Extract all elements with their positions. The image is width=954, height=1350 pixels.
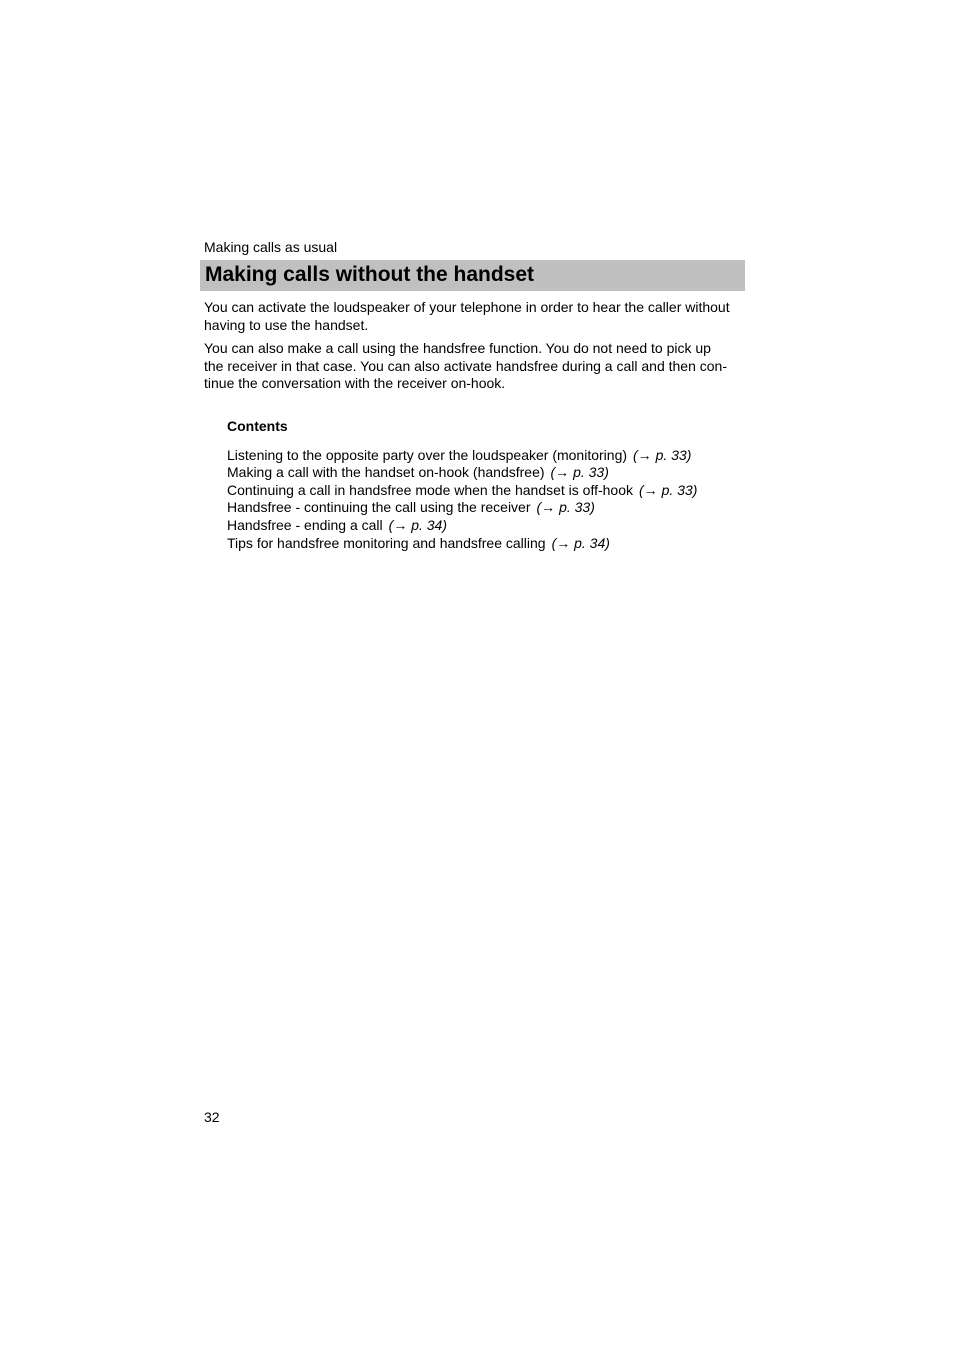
- toc-item-text: Listening to the opposite party over the loudspeaker (monitoring): [227, 446, 628, 463]
- toc-item-continue-handsfree[interactable]: [227, 482, 747, 500]
- intro-paragraph-1: [204, 299, 749, 334]
- toc-item-text: Handsfree - continuing the call using the receiver: [227, 499, 531, 516]
- section-title-bar: [200, 260, 745, 291]
- contents-heading: Contents: [227, 418, 288, 434]
- toc-item-continue-receiver[interactable]: [227, 499, 747, 517]
- intro-p1-line-2: having to use the handset.: [204, 316, 369, 333]
- toc-page-ref-link[interactable]: (→ p. 34): [551, 534, 610, 551]
- toc-item-ending-call[interactable]: [227, 517, 747, 535]
- intro-p2-line-2: the receiver in that case. You can also activate handsfree during a call and then con-: [204, 357, 728, 374]
- toc-page-ref-link[interactable]: (→ p. 33): [536, 499, 595, 516]
- page-title: Making calls without the handset: [205, 263, 535, 286]
- contents-section: [227, 418, 747, 552]
- intro-p2-line-1: You can also make a call using the handsfree function. You do not need to pick up: [204, 340, 711, 356]
- toc-list: [227, 447, 747, 553]
- page-number: 32: [204, 1109, 220, 1125]
- toc-item-text: Tips for handsfree monitoring and handsfree calling: [227, 534, 546, 551]
- intro-p2-line-3: tinue the conversation with the receiver on-hook.: [204, 375, 506, 391]
- toc-page-ref-link[interactable]: (→ p. 33): [633, 446, 692, 463]
- running-header: Making calls as usual: [204, 239, 338, 255]
- intro-text: [204, 299, 749, 399]
- toc-item-monitoring[interactable]: [227, 447, 747, 465]
- toc-page-ref-link[interactable]: (→ p. 34): [388, 516, 448, 533]
- intro-paragraph-2: [204, 340, 749, 393]
- toc-item-handsfree-call[interactable]: [227, 464, 747, 482]
- toc-item-text: Handsfree - ending a call: [227, 516, 383, 533]
- toc-page-ref-link[interactable]: (→ p. 33): [639, 481, 698, 498]
- toc-item-tips[interactable]: [227, 535, 747, 553]
- intro-p1-line-1: You can activate the loudspeaker of your telephone in order to hear the caller without: [204, 299, 730, 315]
- toc-page-ref-link[interactable]: (→ p. 33): [550, 464, 609, 481]
- toc-item-text: Making a call with the handset on-hook (handsfree): [227, 464, 545, 481]
- toc-item-text: Continuing a call in handsfree mode when the handset is off-hook: [227, 481, 634, 498]
